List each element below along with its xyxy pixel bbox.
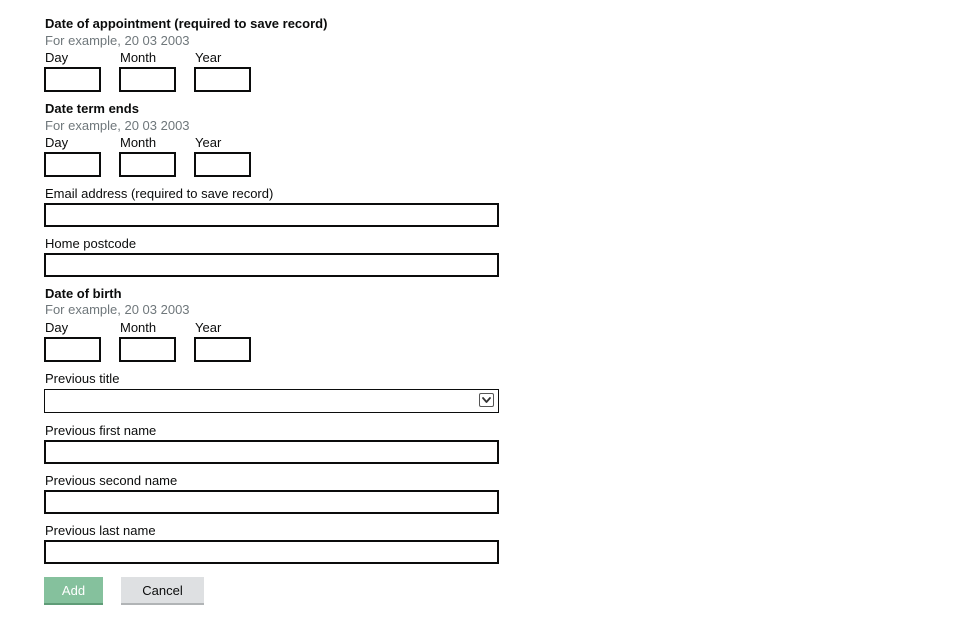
- birth-day-input[interactable]: [44, 337, 101, 362]
- term-ends-year-label: Year: [195, 135, 222, 150]
- appointment-date-hint: For example, 20 03 2003: [45, 33, 190, 48]
- chevron-down-icon[interactable]: [479, 393, 494, 407]
- previous-second-name-field[interactable]: [44, 490, 499, 514]
- birth-month-input[interactable]: [119, 337, 176, 362]
- term-ends-heading: Date term ends: [45, 101, 139, 116]
- appointment-year-label: Year: [195, 50, 222, 65]
- postcode-label: Home postcode: [45, 236, 137, 251]
- previous-first-name-field[interactable]: [44, 440, 499, 464]
- term-ends-day-input[interactable]: [44, 152, 101, 177]
- appointment-day-label: Day: [45, 50, 69, 65]
- term-ends-month-label: Month: [120, 135, 157, 150]
- appointment-month-label: Month: [120, 50, 157, 65]
- previous-title-label: Previous title: [45, 371, 120, 386]
- previous-first-name-label: Previous first name: [45, 423, 157, 438]
- appointment-date-heading: Date of appointment (required to save record): [45, 16, 328, 31]
- term-ends-month-input[interactable]: [119, 152, 176, 177]
- appointment-month-input[interactable]: [119, 67, 176, 92]
- previous-title-select[interactable]: [44, 389, 499, 413]
- birth-date-heading: Date of birth: [45, 286, 122, 301]
- birth-month-label: Month: [120, 320, 157, 335]
- birth-year-label: Year: [195, 320, 222, 335]
- email-field[interactable]: [44, 203, 499, 227]
- cancel-button[interactable]: Cancel: [121, 577, 204, 605]
- email-label: Email address (required to save record): [45, 186, 274, 201]
- birth-day-label: Day: [45, 320, 69, 335]
- appointment-year-input[interactable]: [194, 67, 251, 92]
- birth-year-input[interactable]: [194, 337, 251, 362]
- add-button[interactable]: Add: [44, 577, 103, 605]
- previous-last-name-label: Previous last name: [45, 523, 156, 538]
- appointment-day-input[interactable]: [44, 67, 101, 92]
- birth-date-hint: For example, 20 03 2003: [45, 302, 190, 317]
- term-ends-hint: For example, 20 03 2003: [45, 118, 190, 133]
- previous-second-name-label: Previous second name: [45, 473, 178, 488]
- postcode-field[interactable]: [44, 253, 499, 277]
- term-ends-day-label: Day: [45, 135, 69, 150]
- previous-last-name-field[interactable]: [44, 540, 499, 564]
- term-ends-year-input[interactable]: [194, 152, 251, 177]
